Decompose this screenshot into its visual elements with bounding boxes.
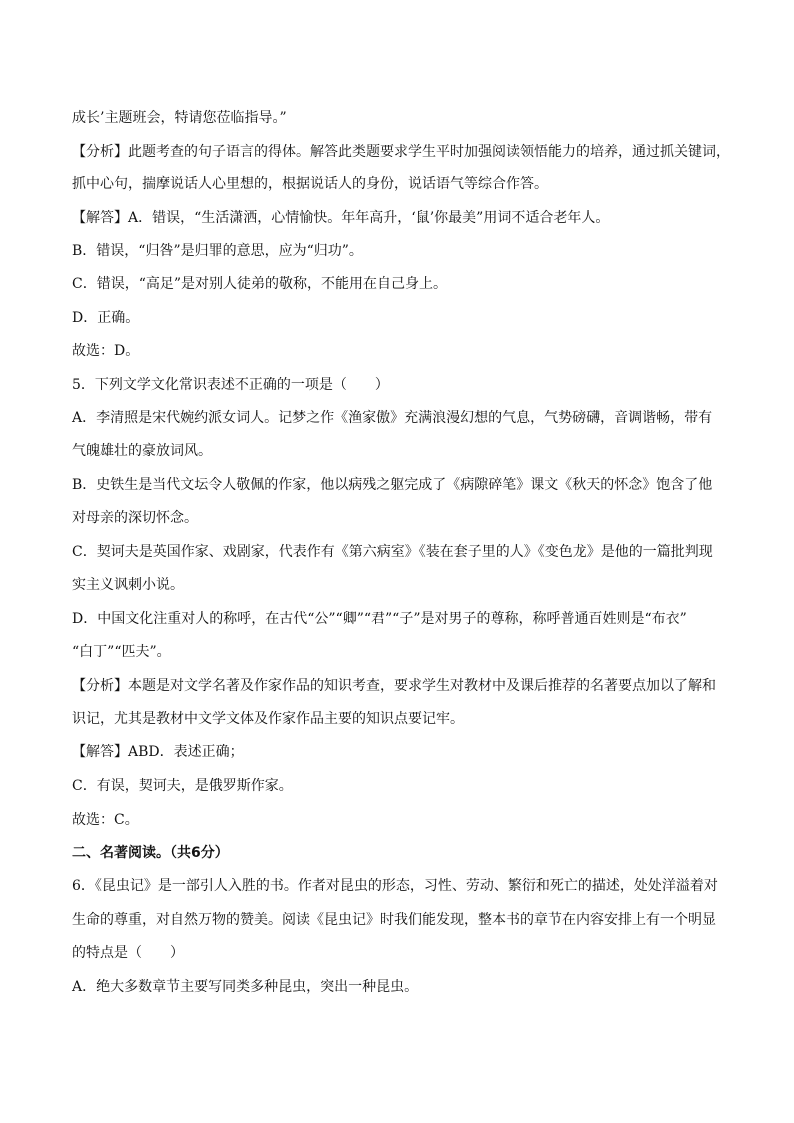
option-line: C．契诃夫是英国作家、戏剧家，代表作有《第六病室》《装在套子里的人》《变色龙》是他的一篇批判现 [72,544,713,560]
text-line: 【分析】此题考查的句子语言的得体。解答此类题要求学生平时加强阅读领悟能力的培养，通过抓关键词， [72,144,730,160]
option-line: A．李清照是宋代婉约派女词人。记梦之作《渔家傲》充满浪漫幻想的气息，气势磅礴，音调谐畅，带有 [72,410,713,426]
text-line: B．错误，“归咎”是归罪的意思，应为“归功”。 [72,243,363,259]
text-line: 故选：D。 [72,343,140,359]
option-line: A．绝大多数章节主要写同类多种昆虫，突出一种昆虫。 [72,979,419,995]
text-line: 【解答】A．错误，“生活潇洒，心情愉快。年年高升，‘鼠’你最美”用词不适合老年人。 [72,210,610,226]
question-stem: 5．下列文学文化常识表述不正确的一项是（ ） [72,377,389,393]
text-line: 故选：C。 [72,812,139,828]
text-line: 识记，尤其是教材中文学文体及作家作品主要的知识点要记牢。 [72,711,464,727]
text-line: C．错误，“高足”是对别人徒弟的敬称，不能用在自己身上。 [72,276,448,292]
text-line: 【分析】本题是对文学名著及作家作品的知识考查，要求学生对教材中及课后推荐的名著要点加以了解和 [72,678,716,694]
option-line: 气魄雄壮的豪放词风。 [72,443,212,459]
option-line: “白丁”“匹夫”。 [72,644,171,660]
option-line: 实主义讽刺小说。 [72,577,184,593]
text-line: 成长’主题班会，特请您莅临指导。” [72,110,287,126]
section-heading: 二、名著阅读。（共6分） [72,845,229,861]
text-line: 抓中心句，揣摩说话人心里想的，根据说话人的身份，说话语气等综合作答。 [72,176,548,192]
text-line: 【解答】ABD．表述正确； [72,744,244,760]
question-stem: 的特点是（ ） [72,945,184,961]
option-line: B．史铁生是当代文坛令人敬佩的作家，他以病残之躯完成了《病隙碎笔》课文《秋天的怀念》饱含了他 [72,477,713,493]
question-stem: 6．《昆虫记》是一部引人入胜的书。作者对昆虫的形态，习性、劳动、繁衍和死亡的描述，处处洋溢着对 [72,878,718,894]
question-stem: 生命的尊重，对自然万物的赞美。阅读《昆虫记》时我们能发现，整本书的章节在内容安排上有一个明显 [72,912,716,928]
option-line: D．中国文化注重对人的称呼，在古代“公”“卿”“君”“子”是对男子的尊称，称呼普通百姓则是“布衣” [72,611,687,627]
text-line: D．正确。 [72,310,140,326]
option-line: 对母亲的深切怀念。 [72,510,198,526]
text-line: C．有误，契诃夫，是俄罗斯作家。 [72,778,293,794]
